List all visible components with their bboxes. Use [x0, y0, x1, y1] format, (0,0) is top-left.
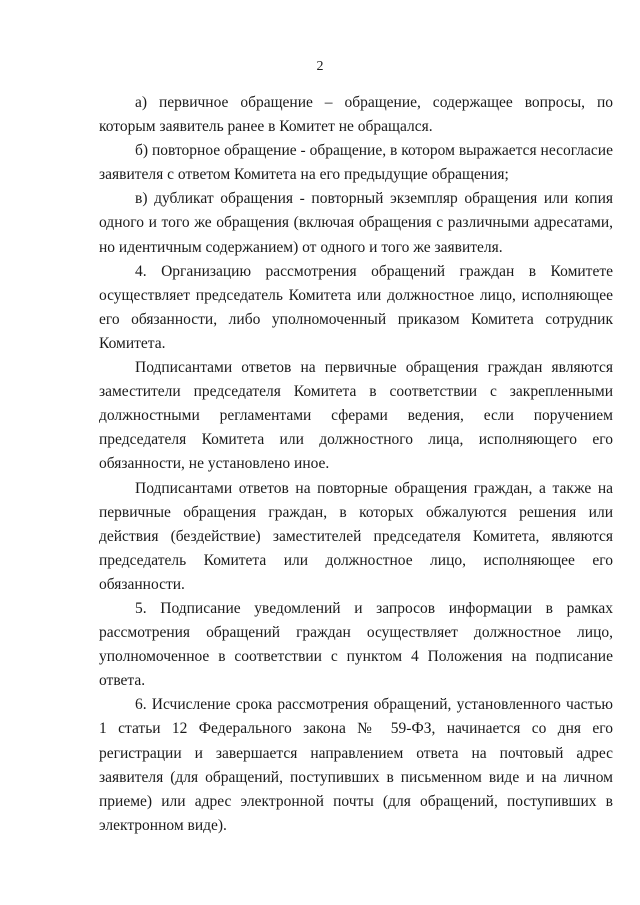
paragraph-c-duplicate-appeal: в) дубликат обращения - повторный экземпляр обращения или копия одного и того же обращения (включая обращения с различными адресатами, но идентичным содержанием) от одного и того же заявителя.: [99, 190, 613, 256]
paragraph-a-primary-appeal: а) первичное обращение – обращение, содержащее вопросы, по которым заявитель ранее в Комитет не обращался.: [99, 94, 613, 136]
paragraph-repeat-signatories: Подписантами ответов на повторные обращения граждан, а также на первичные обращения граждан, в которых обжалуются решения или действия (бездействие) заместителей председателя Комитета, являются председатель Комитета или должностное лицо, исполняющее его обязанности.: [99, 479, 613, 593]
document-body: [99, 91, 613, 838]
paragraph-4-organization: 4. Организацию рассмотрения обращений граждан в Комитете осуществляет председатель Комитета или должностное лицо, исполняющее его обязанности, либо уполномоченный приказом Комитета сотрудник Комитета.: [99, 262, 613, 352]
paragraph-b-repeat-appeal: б) повторное обращение - обращение, в котором выражается несогласие заявителя с ответом Комитета на его предыдущие обращения;: [99, 142, 613, 184]
paragraph-primary-signatories: Подписантами ответов на первичные обращения граждан являются заместители председателя Комитета в соответствии с закрепленными должностными регламентами сферами ведения, если поручением председателя Комитета или должностного лица, исполняющего его обязанности, не установлено иное.: [99, 359, 613, 473]
page-number: 2: [316, 59, 324, 74]
paragraph-5-notifications: 5. Подписание уведомлений и запросов информации в рамках рассмотрения обращений граждан осуществляет должностное лицо, уполномоченное в соответствии с пунктом 4 Положения на подписание ответа.: [99, 599, 613, 690]
paragraph-6-deadline: 6. Исчисление срока рассмотрения обращений, установленного частью 1 статьи 12 Федерального закона № 59-ФЗ, начинается со дня его регистрации и завершается направлением ответа на почтовый адрес заявителя (для обращений, поступивших в письменном виде и на личном приеме) или адрес электронной почты (для обращений, поступивших в электронном виде).: [99, 696, 613, 834]
